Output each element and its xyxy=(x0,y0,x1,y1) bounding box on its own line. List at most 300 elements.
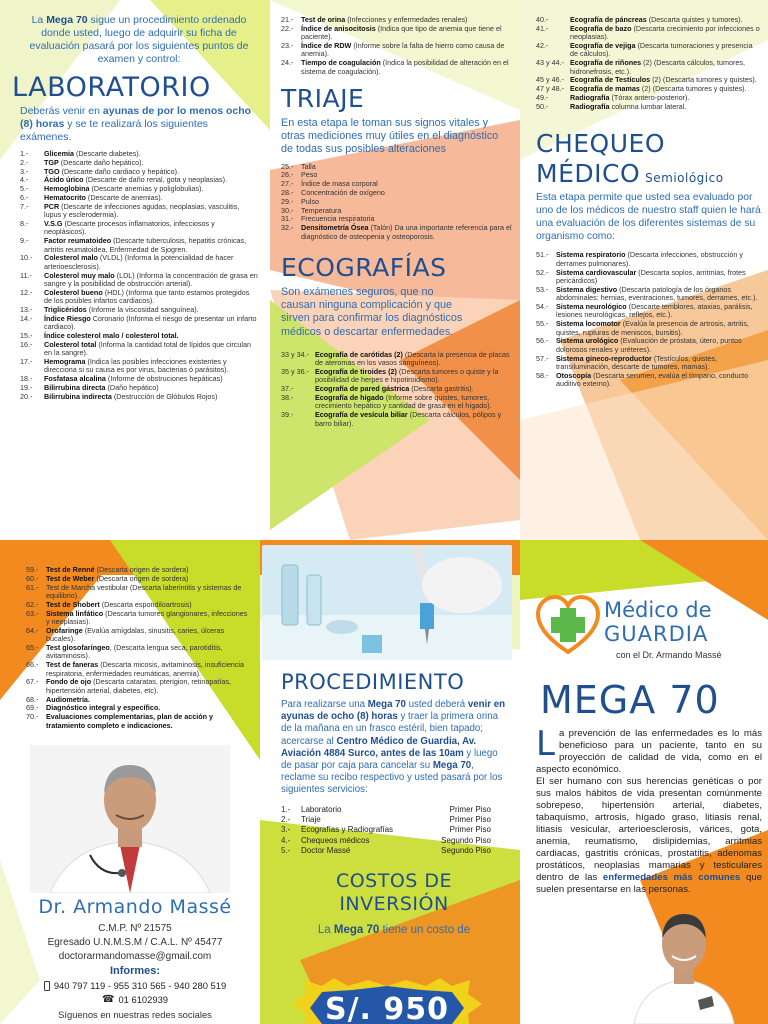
item-number: 6.- xyxy=(20,192,29,202)
item-desc: (Descarte temblores, ataxias, parálisis, lesiones neurológicas, reflejos, etc.). xyxy=(556,302,753,320)
list-item xyxy=(536,337,762,354)
item-key: Diagnóstico integral y específico. xyxy=(46,703,161,713)
item-number: 66.- xyxy=(26,660,39,670)
list-item xyxy=(26,661,252,678)
intro-text-part: sigue un procedimiento ordenado donde usted, luego de adquirir su ficha de evaluación pasará por los siguientes puntos de examen y control: xyxy=(29,14,249,65)
item-desc: (Evalúa la presencia de artrosis, artritis, quistes, rupturas de meniscos, bursitis). xyxy=(556,319,749,337)
item-desc: (Descarta gastritis). xyxy=(409,384,474,394)
panel-laboratorio xyxy=(12,14,258,402)
item-desc: (Descarte daño cardiaco y hepático). xyxy=(59,166,180,176)
item-key: Ecografía de Testículos xyxy=(570,75,651,85)
item-key: Ecografía de vesícula biliar xyxy=(315,410,408,420)
item-key: Hemograma xyxy=(44,357,86,366)
item-desc: (LDL) (Informa la concentración de grasa en sangre y la posibilidad de obstrucción arterial). xyxy=(44,270,258,288)
item-desc: (HDL) (Informa que tanto estamos protegidos de los posibles infartos cardiacos). xyxy=(44,287,250,306)
list-item xyxy=(536,355,762,372)
item-desc: (Evaluación de próstata, útero, puntos dolorosos renales y uréteres). xyxy=(556,336,742,354)
costos-title-line1: COSTOS DE xyxy=(335,870,453,893)
list-item xyxy=(536,372,762,389)
logo-line3: con el Dr. Armando Massé xyxy=(616,650,722,660)
item-number: 43 y 44.- xyxy=(536,58,564,68)
item-text xyxy=(44,237,258,254)
item-number: 15.- xyxy=(20,331,33,340)
item-desc: Concentración de oxígeno xyxy=(301,188,385,198)
service-name: Triaje xyxy=(301,815,321,825)
intro-mega-name: Mega 70 xyxy=(46,14,88,26)
item-desc: (Descarte diabetes). xyxy=(73,149,141,158)
ecografias-intro: Son exámenes seguros, que no causan ninguna complicación y que sirven para confirmar los diagnósticos médicos o descartar enfermedades. xyxy=(281,286,463,338)
item-text xyxy=(46,627,252,644)
item-desc: columna lumbar lateral. xyxy=(609,101,687,111)
service-number: 2.- xyxy=(281,815,291,825)
item-number: 39.- xyxy=(281,410,294,420)
item-desc: (Testículos, quistes, transiluminación, descarte de tumores, mamas). xyxy=(556,353,717,372)
service-name: Laboratorio xyxy=(301,804,342,814)
item-number: 10.- xyxy=(20,253,33,263)
procedure-text: Para realizarse una xyxy=(281,699,368,710)
item-number: 22.- xyxy=(281,23,294,33)
item-number: 8.- xyxy=(20,218,29,228)
item-key: Test de Renné xyxy=(46,565,95,574)
chequeo-intro: Esta etapa permite que usted sea evaluado por uno de los médicos de nuestro staff quien le hará una evaluación de los diferentes sistemas de su organismo como: xyxy=(536,192,761,242)
item-key: Bilirrubina indirecta xyxy=(44,391,112,401)
item-desc: (Destrucción de Glóbulos Rojos) xyxy=(111,391,218,401)
lab-exam-list xyxy=(20,150,258,401)
service-row xyxy=(281,815,507,825)
item-key: TGP xyxy=(44,157,59,167)
item-text xyxy=(44,358,258,375)
item-desc: (Descarte daño hepático). xyxy=(58,157,144,167)
chequeo-title-line1: CHEQUEO xyxy=(536,129,666,159)
item-desc: (Informa la cantidad total de lípidos que circulan en la sangre). xyxy=(44,339,251,358)
item-key: V.S.G xyxy=(44,218,63,228)
panel-triaje-ecografias xyxy=(281,16,513,428)
item-text xyxy=(570,103,762,111)
list-item xyxy=(281,411,513,428)
item-number: 45 y 46.- xyxy=(536,75,564,85)
item-text xyxy=(44,220,258,237)
lab-photo-illustration xyxy=(262,545,512,660)
item-number: 33 y 34.- xyxy=(281,349,309,359)
item-number: 4.- xyxy=(20,175,29,185)
chequeo-title-medico: MÉDICO xyxy=(536,159,641,189)
item-key: Índice de RDW xyxy=(301,41,352,50)
list-item xyxy=(536,25,762,42)
item-number: 3.- xyxy=(20,166,29,176)
item-number: 30.- xyxy=(281,205,294,215)
item-text xyxy=(556,320,762,337)
procedimiento-text xyxy=(281,699,507,797)
item-key: Glicemia xyxy=(44,149,74,158)
item-key: TGO xyxy=(44,166,60,176)
item-key: Orofaringe xyxy=(46,625,83,635)
list-item xyxy=(20,237,258,254)
mobile-phone-icon xyxy=(44,981,50,991)
item-key: Radiografía xyxy=(570,93,610,102)
item-desc: (Infecciones y enfermedades renales) xyxy=(345,15,468,24)
item-key: Colesterol muy malo xyxy=(44,270,115,280)
item-text xyxy=(46,584,252,601)
item-key: Fondo de ojo xyxy=(46,677,92,687)
list-item xyxy=(536,251,762,268)
item-desc: (Informe la viscosidad sanguínea). xyxy=(86,305,199,314)
costos-title-line2: INVERSIÓN xyxy=(339,893,449,916)
item-desc: Coronario (Informa el riesgo de presentar un infarto cardiaco). xyxy=(44,313,257,332)
item-key: PCR xyxy=(44,201,60,211)
doctor-photo-small xyxy=(628,900,740,1024)
price-badge xyxy=(292,978,482,1024)
item-number: 55.- xyxy=(536,319,549,329)
item-number: 40.- xyxy=(536,15,549,24)
ecografias-list xyxy=(281,351,513,428)
item-number: 27.- xyxy=(281,179,294,189)
item-number: 54.- xyxy=(536,302,549,311)
list-item xyxy=(26,644,252,661)
item-text xyxy=(556,286,762,303)
procedure-text: y luego de pasar por caja para cancelar su xyxy=(281,747,498,772)
item-desc: (Descarta tumores glangionares, infecciones y neoplasias). xyxy=(46,608,248,626)
item-desc: Peso xyxy=(301,170,318,180)
item-text xyxy=(570,25,762,42)
item-key: Ecografía de vejiga xyxy=(570,41,636,50)
item-text xyxy=(556,269,762,286)
item-key: Sistema respiratorio xyxy=(556,250,626,260)
procedure-text: y traer la primera orina de la mañana en un frasco estéril, bien tapado; acercarse al xyxy=(281,711,498,747)
mobile-phones[interactable]: 940 797 119 - 955 310 565 - 940 280 519 xyxy=(53,980,227,991)
item-text xyxy=(46,678,252,695)
item-text xyxy=(556,303,762,320)
item-number: 29.- xyxy=(281,196,294,206)
costo-text xyxy=(281,924,507,936)
item-text xyxy=(44,341,258,358)
mega-title: MEGA 70 xyxy=(540,678,720,722)
item-text xyxy=(301,189,513,197)
service-number: 5.- xyxy=(281,846,291,856)
item-key: Test de Shobert xyxy=(46,599,100,609)
item-number: 61.- xyxy=(26,582,39,592)
item-key: Hemoglobina xyxy=(44,184,90,194)
item-number: 32.- xyxy=(281,223,294,233)
item-key: Índice Riesgo xyxy=(44,313,91,323)
item-desc: (Informe de obstruciones hepáticas) xyxy=(105,374,223,384)
item-desc: (Descarta tumores o quiste y la posibilidad de herpes e hipotiroidismo). xyxy=(315,367,499,385)
phones-row-2 xyxy=(10,994,260,1005)
item-desc: (Descarta cálculos, pólipos y barro biliar). xyxy=(315,410,502,428)
item-number: 2.- xyxy=(20,157,29,167)
item-number: 12.- xyxy=(20,287,33,297)
item-key: Hematocrito xyxy=(44,192,86,202)
informes-label: Informes: xyxy=(109,965,161,977)
item-text xyxy=(44,315,258,332)
item-text xyxy=(301,59,513,76)
logo-line2: GUARDIA xyxy=(604,622,709,646)
item-text xyxy=(315,394,513,411)
costo-text-part: La xyxy=(317,924,334,937)
ecografias-title: ECOGRAFÍAS xyxy=(281,253,447,283)
item-number: 65.- xyxy=(26,643,39,652)
item-key: Otoscopía xyxy=(556,370,592,380)
service-floor: Primer Piso xyxy=(449,815,491,825)
chequeo-title-line2 xyxy=(536,159,762,188)
triaje-intro: En esta etapa le toman sus signos vitales y otras mediciones muy útiles en el diagnóstico de todas sus posibles alteraciones xyxy=(281,117,499,156)
item-key: Sistema gineco-reproductor xyxy=(556,353,652,363)
doctor-name: Dr. Armando Massé xyxy=(38,896,232,918)
list-item xyxy=(281,394,513,411)
item-desc: (Indica que tipo de anemia que tiene el paciente). xyxy=(301,23,502,42)
item-number: 25.- xyxy=(281,161,294,171)
lab-intro-part: y se te realizará los siguientes exámenes. xyxy=(20,118,208,143)
list-item xyxy=(281,224,513,241)
procedure-text: usted deberá xyxy=(405,699,468,710)
item-desc: (Daño hepático) xyxy=(105,383,159,392)
item-key: Ecografía de hígado xyxy=(315,393,384,403)
service-number: 1.- xyxy=(281,804,291,814)
item-number: 49.- xyxy=(536,93,549,102)
list-item xyxy=(26,627,252,644)
ecografias-list-cont xyxy=(536,16,762,111)
item-desc: (Descarte de anemias). xyxy=(85,192,163,202)
item-key: Colesterol total xyxy=(44,339,97,349)
item-key: Factor reumatoideo xyxy=(44,236,112,246)
item-desc: (Descarta origen de sordera) xyxy=(94,573,189,583)
item-desc: , (Descarta lengua seca, parotiditis, avitaminosis). xyxy=(46,643,223,661)
doctor-portrait-illustration xyxy=(30,745,230,893)
item-desc: (Informe sobre la falta de hierro como causa de anemia). xyxy=(301,41,505,59)
item-number: 23.- xyxy=(281,41,294,50)
list-item xyxy=(536,269,762,286)
item-number: 16.- xyxy=(20,339,33,349)
procedure-bold: Mega 70 xyxy=(432,760,472,772)
item-text xyxy=(44,254,258,271)
item-desc: (Descarta infecciones, obstrucción y derrames pulmonares). xyxy=(556,250,743,268)
item-key: Triglicéridos xyxy=(44,305,87,314)
item-text xyxy=(301,25,513,42)
item-text xyxy=(46,713,252,730)
list-item xyxy=(20,203,258,220)
list-item xyxy=(26,713,252,730)
item-key: Sistema digestivo xyxy=(556,284,618,294)
costo-mega-name: Mega 70 xyxy=(333,924,380,937)
service-row xyxy=(281,805,507,815)
item-text xyxy=(315,368,513,385)
item-desc: (Descarta tumoraciones y presencia de cálculos). xyxy=(570,41,753,59)
item-number: 64.- xyxy=(26,625,39,635)
item-number: 67.- xyxy=(26,677,39,687)
item-desc: (Descarta patología de los órganos abdominales: hernias, eventraciones, tumores, derrames, etc.). xyxy=(556,284,758,303)
item-number: 51.- xyxy=(536,250,549,260)
item-number: 19.- xyxy=(20,383,33,392)
chequeo-title xyxy=(536,129,762,188)
item-desc: (Tórax antero-posterior). xyxy=(609,93,690,102)
service-number: 4.- xyxy=(281,835,291,845)
item-desc: (Descarta crecimiento por infecciones o neoplasias). xyxy=(570,23,760,42)
panel-chequeo xyxy=(536,16,762,389)
list-item xyxy=(20,341,258,358)
item-text xyxy=(44,393,258,401)
list-item xyxy=(536,42,762,59)
item-desc: (Descarta soplos, arritmias, frotes pericárdicos) xyxy=(556,267,746,285)
list-item xyxy=(281,42,513,59)
phones-row-1 xyxy=(10,980,260,991)
item-number: 69.- xyxy=(26,703,39,713)
lab-exam-list-cont xyxy=(281,16,513,76)
item-key: Ecografía de mamas xyxy=(570,84,640,94)
service-floor: Segundo Piso xyxy=(441,835,491,845)
item-desc: (2) (Descarta tumores y quistes). xyxy=(650,75,757,85)
item-text xyxy=(556,372,762,389)
doctor-email[interactable]: doctorarmandomasse@gmail.com xyxy=(58,951,212,962)
item-key: Ecografía de riñones xyxy=(570,58,642,68)
item-desc: (Descarte tuberculosis, hepatitis crónicas, artritis reumatoidea, Enfermedad de Sjogren. xyxy=(44,236,247,254)
item-desc: (Talón) Da una importante referencia para el diagnóstico de osteopenia y osteoporosis. xyxy=(301,223,512,241)
item-text xyxy=(44,289,258,306)
list-item xyxy=(26,610,252,627)
item-text xyxy=(570,59,762,76)
item-text xyxy=(46,644,252,661)
item-desc: (Descarte anemias y poliglobulias). xyxy=(89,184,204,194)
lab-photo xyxy=(262,545,512,660)
item-key: Índice de anisocitosis xyxy=(301,23,376,33)
item-number: 11.- xyxy=(20,270,32,280)
landline-phone-icon: ☎ xyxy=(102,993,115,1005)
item-desc: (Informe sobre quistes, tumores, crecimiento hepático y cantidad de grasa en el hígado). xyxy=(315,393,492,411)
intro-text-part: La xyxy=(31,14,47,26)
item-desc: (Descarte de daño renal, gota y neoplasias). xyxy=(83,175,227,185)
list-item xyxy=(536,59,762,76)
list-item xyxy=(26,584,252,601)
item-key: Test de faneras xyxy=(46,660,99,670)
item-key: Test de orina xyxy=(301,15,346,24)
item-key: Sistema neurológico xyxy=(556,302,627,311)
item-desc: (Evalúa amígdalas, sinusitis, caries, úlceras bucales). xyxy=(46,625,225,644)
item-number: 17.- xyxy=(20,357,33,366)
item-desc: (Descarta cataratas, pterigion, retinopatías, hipertensión arterial, diabetes, etc). xyxy=(46,677,231,695)
item-text xyxy=(570,42,762,59)
description-text: El ser humano con sus herencias genéticas o por sus malos hábitos de vida presentan comúnmente sobrepeso, hipertensión arterial, diabetes, tabaquismo, artrosis, hígado graso, litiasis renal, litiasis vesicular, arterioesclerosis, várices, gota, anemia, reumatismo, dislipidemias, arritmias cardiacas, gastritis crónicas, prostatitis, adenomas prostáticos, neoplasias mamarias y testiculares dentro de las xyxy=(536,776,762,883)
list-item xyxy=(20,358,258,375)
list-item xyxy=(281,25,513,42)
item-number: 18.- xyxy=(20,374,33,384)
item-number: 35 y 36.- xyxy=(281,367,309,377)
service-row xyxy=(281,825,507,835)
item-desc: (Descarta micosis, avitaminosis, insuficiencia respiratoria, enfermedades reumáticas, anemia). xyxy=(46,660,244,678)
item-desc: (Indica la posibilidad de alteración en el sistema de coagulación). xyxy=(301,58,509,76)
procedure-bold: venir en ayunas de ocho (8) horas xyxy=(281,699,506,723)
item-number: 58.- xyxy=(536,370,549,380)
item-number: 56.- xyxy=(536,336,549,346)
item-number: 13.- xyxy=(20,305,33,314)
services-list xyxy=(281,805,507,857)
item-number: 57.- xyxy=(536,353,549,363)
list-item xyxy=(536,286,762,303)
procedure-bold: Centro Médico de Guardia, Av. Aviación 4884 Surco, antes de las 10am xyxy=(281,735,477,759)
lab-intro-fasting: ayunas de por lo menos ocho (8) horas xyxy=(20,105,252,130)
item-text xyxy=(301,224,513,241)
item-number: 47 y 48.- xyxy=(536,84,564,94)
item-number: 53.- xyxy=(536,284,549,294)
item-text xyxy=(301,163,513,171)
item-text xyxy=(44,203,258,220)
item-desc: (2) (Descarta cálculos, tumores, hidronefrosis, etc.). xyxy=(570,58,745,76)
heart-cross-logo-icon xyxy=(536,594,600,658)
item-key: Ecografía de tiroides (2) xyxy=(315,367,397,377)
item-text xyxy=(556,355,762,372)
item-desc: Pulso xyxy=(301,196,319,206)
item-desc: Frecuencia respiratoria xyxy=(301,214,375,224)
item-number: 7.- xyxy=(20,201,29,211)
item-number: 60.- xyxy=(26,573,39,583)
laboratorio-title: LABORATORIO xyxy=(12,72,211,103)
list-item xyxy=(20,393,258,401)
triaje-list xyxy=(281,163,513,241)
list-item xyxy=(536,103,762,111)
item-number: 26.- xyxy=(281,170,294,180)
item-text xyxy=(556,337,762,354)
doctor-portrait xyxy=(30,745,230,893)
item-desc: Test de Marcha vestibular (Descarta laberintitis y sistemas de equilibrio). xyxy=(46,582,242,600)
service-number: 3.- xyxy=(281,825,291,835)
item-key: Audiometría. xyxy=(46,694,90,704)
list-item xyxy=(20,220,258,237)
item-text xyxy=(301,42,513,59)
item-key: Sistema urológico xyxy=(556,336,619,346)
list-item xyxy=(281,59,513,76)
service-name: Chequeos médicos xyxy=(301,835,370,845)
item-key: Sistema locomotor xyxy=(556,319,621,329)
item-key: Índice colesterol malo / colesterol total. xyxy=(44,331,179,340)
item-number: 52.- xyxy=(536,267,549,277)
doctor-contact-block xyxy=(10,896,260,1020)
description-bold: enfermedades más comunes xyxy=(602,872,741,883)
triaje-title: TRIAJE xyxy=(281,84,365,114)
tests-list xyxy=(26,566,252,730)
item-key: Radiografía xyxy=(570,101,610,111)
service-row xyxy=(281,846,507,856)
item-desc: Temperatura xyxy=(301,205,342,215)
item-key: Ecografía de páncreas xyxy=(570,15,647,24)
item-text xyxy=(46,661,252,678)
item-text xyxy=(315,411,513,428)
list-item xyxy=(536,320,762,337)
item-desc: (Descarte procesos inflamatorios, infecciosos y neoplásicos). xyxy=(44,218,215,237)
procedure-bold: Mega 70 xyxy=(367,699,406,710)
description-paragraph-1: a prevención de las enfermedades es lo más beneficioso para un paciente, tanto en su proyección de calidad de vida, como en el aspecto económico. xyxy=(536,728,762,775)
item-number: 5.- xyxy=(20,184,29,194)
list-item xyxy=(20,315,258,332)
drop-cap: L xyxy=(536,724,555,764)
service-name: Doctor Massé xyxy=(301,846,351,856)
panel-doctor xyxy=(26,566,252,730)
landline-phone[interactable]: 01 6102939 xyxy=(118,994,168,1005)
item-desc: (VLDL) (Informa la potencialidad de hacer arterioesclerosis). xyxy=(44,253,234,271)
laboratorio-intro xyxy=(20,105,258,144)
list-item xyxy=(20,272,258,289)
intro-text xyxy=(20,14,258,66)
item-number: 62.- xyxy=(26,599,39,609)
item-number: 68.- xyxy=(26,694,39,704)
item-number: 24.- xyxy=(281,58,294,68)
item-number: 21.- xyxy=(281,15,294,24)
item-desc: (Descarta espondiloartrosis) xyxy=(99,599,192,609)
item-number: 20.- xyxy=(20,391,33,401)
lab-intro-part: Deberás venir en xyxy=(20,105,103,117)
doctor-egresado: Egresado U.N.M.S.M / C.A.L. Nº 45477 xyxy=(47,937,223,948)
item-number: 9.- xyxy=(20,236,29,246)
item-number: 37.- xyxy=(281,384,294,394)
item-desc: (Indica las posibles infecciones existentes y direcciona si su causa es por virus, bacterias ó parásitos). xyxy=(44,357,229,375)
item-desc: (2) (Descarta tumores y quistes). xyxy=(639,84,747,94)
description-text-end: que suelen presentarse en las personas. xyxy=(536,872,762,895)
